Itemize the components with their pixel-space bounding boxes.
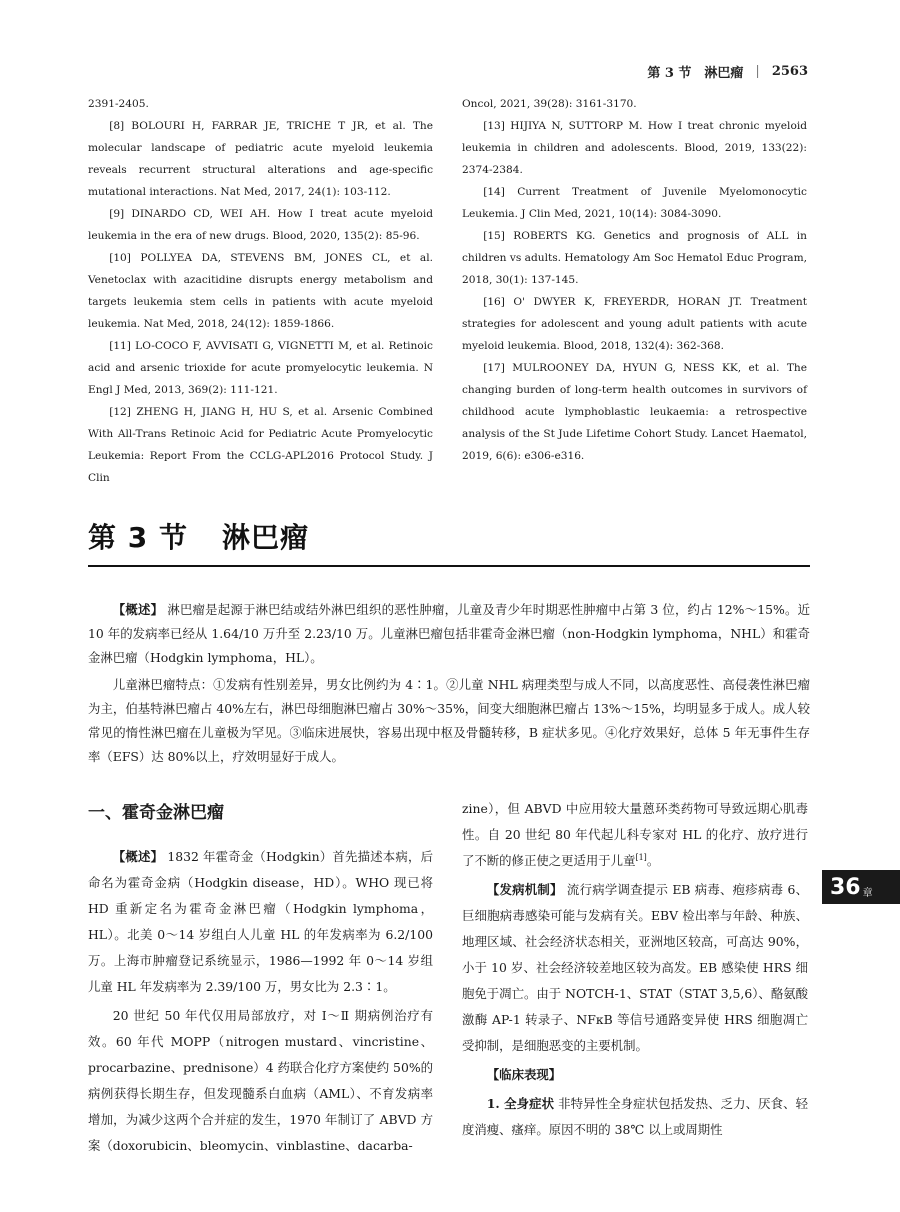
reference-item: [16] O' DWYER K, FREYERDR, HORAN JT. Treatment strategies for adolescent and young adult patients with acute myeloid leukemia. Blood, 2018, 132(4): 362-368.	[462, 296, 807, 352]
reference-item: [9] DINARDO CD, WEI AH. How I treat acute myeloid leukemia in the era of new drugs. Blood, 2020, 135(2): 85-96.	[88, 208, 433, 242]
symptom-text: 非特异性全身症状包括发热、乏力、厌食、轻度消瘦、瘙痒。原因不明的 38℃ 以上或周期性	[462, 1096, 808, 1137]
citation-ref: [1]	[635, 852, 647, 862]
section-summary	[88, 598, 810, 772]
chapter-unit: 章	[862, 887, 873, 899]
chapter-number: 36	[830, 874, 861, 900]
reference-item: [8] BOLOURI H, FARRAR JE, TRICHE T JR, et al. The molecular landscape of pediatric acute myeloid leukemia reveals recurrent structural alterations and age-specific mutational interactions. Nat Med, 2017, 24(1): 103-112.	[88, 120, 433, 198]
history-continued-text: zine），但 ABVD 中应用较大量蒽环类药物可导致远期心肌毒性。自 20 世纪 80 年代起儿科专家对 HL 的化疗、放疗进行了不断的修正使之更适用于儿童	[462, 801, 808, 868]
reference-item: [12] ZHENG H, JIANG H, HU S, et al. Arsenic Combined With All-Trans Retinoic Acid for Pediatric Acute Promyelocytic Leukemia: Report From the CCLG-APL2016 Protocol Study. J Clin	[88, 406, 433, 484]
overview-text: 1832 年霍奇金（Hodgkin）首先描述本病，后命名为霍奇金病（Hodgkin disease，HD）。WHO 现已将 HD 重新定名为霍奇金淋巴瘤（Hodgkin lymphoma，HL）。北美 0～14 岁组白人儿童 HL 的年发病率为 6.2/100 万。上海市肿瘤登记系统显示，1986—1992 年 0～14 岁组儿童 HL 年发病率为 2.39/100 万，男女比为 2.3∶1。	[88, 849, 433, 994]
body-left-column	[88, 800, 433, 1162]
section-name: 淋巴瘤	[221, 521, 309, 554]
section-divider	[88, 565, 810, 567]
page-number: 2563	[771, 64, 808, 79]
running-header	[647, 62, 808, 81]
history-paragraph: 20 世纪 50 年代仅用局部放疗，对 Ⅰ～Ⅱ 期病例治疗有效。60 年代 MOPP（nitrogen mustard、vincristine、procarbazine、prednisone）4 药联合化疗方案使约 50%的病例获得长期生存，但发现髓系白血病（AML）、不育发病率增加，为减少这两个合并症的发生，1970 年制订了 ABVD 方案（doxorubicin、bleomycin、vinblastine、dacarba-	[88, 1008, 433, 1153]
subsection-heading: 一、霍奇金淋巴瘤	[88, 803, 224, 823]
reference-item: [13] HIJIYA N, SUTTORP M. How I treat chronic myeloid leukemia in children and adolescents. Blood, 2019, 133(22): 2374-2384.	[462, 120, 807, 176]
references-right-column	[462, 93, 807, 467]
symptom-paragraph	[462, 1091, 808, 1143]
clinical-lead: 【临床表现】	[486, 1067, 562, 1082]
reference-item: [14] Current Treatment of Juvenile Myelomonocytic Leukemia. J Clin Med, 2021, 10(14): 3084-3090.	[462, 186, 807, 220]
header-section: 第 3 节 淋巴瘤	[647, 66, 744, 81]
mechanism-paragraph	[462, 877, 808, 1059]
section-title	[88, 516, 309, 556]
mechanism-text: 流行病学调查提示 EB 病毒、疱疹病毒 6、巨细胞病毒感染可能与发病有关。EBV 检出率与年龄、种族、地理区域、社会经济状态相关，亚洲地区较高，可高达 90%，小于 10 岁、社会经济较差地区较为高发。EB 感染使 HRS 细胞免于凋亡。由于 NOTCH-1、STAT（STAT 3,5,6）、酪氨酸激酶 AP-1 转录子、NFκB 等信号通路变异使 HRS 细胞凋亡受抑制，是细胞恶变的主要机制。	[462, 882, 808, 1053]
body-right-column	[462, 796, 808, 1146]
symptom-lead: 1. 全身症状	[486, 1096, 555, 1111]
references-left-column	[88, 93, 433, 489]
mechanism-lead: 【发病机制】	[486, 882, 563, 897]
clinical-heading	[462, 1062, 808, 1088]
reference-item: [10] POLLYEA DA, STEVENS BM, JONES CL, et al. Venetoclax with azacitidine disrupts energy metabolism and targets leukemia stem cells in patients with acute myeloid leukemia. Nat Med, 2018, 24(12): 1859-1866.	[88, 252, 433, 330]
section-number: 第 3 节	[88, 521, 188, 554]
reference-item: [11] LO-COCO F, AVVISATI G, VIGNETTI M, et al. Retinoic acid and arsenic trioxide for acute promyelocytic leukemia. N Engl J Med, 2013, 369(2): 111-121.	[88, 340, 433, 396]
overview-paragraph	[88, 844, 433, 1000]
history-end: 。	[646, 853, 660, 868]
reference-item: [15] ROBERTS KG. Genetics and prognosis of ALL in children vs adults. Hematology Am Soc Hematol Educ Program, 2018, 30(1): 137-145.	[462, 230, 807, 286]
overview-lead: 【概述】	[112, 849, 164, 864]
header-separator: |	[755, 64, 760, 79]
summary-paragraph	[88, 598, 810, 670]
chapter-tab	[822, 870, 900, 904]
reference-item: 2391-2405.	[88, 98, 149, 110]
summary-features-paragraph: 儿童淋巴瘤特点：①发病有性别差异，男女比例约为 4∶1。②儿童 NHL 病理类型与成人不同，以高度恶性、高侵袭性淋巴瘤为主，伯基特淋巴瘤占 40%左右，淋巴母细胞淋巴瘤占 30%～35%，间变大细胞淋巴瘤占 13%～15%，均明显多于成人。成人较常见的惰性淋巴瘤在儿童极为罕见。③临床进展快，容易出现中枢及骨髓转移，B 症状多见。④化疗效果好，总体 5 年无事件生存率（EFS）达 80%以上，疗效明显好于成人。	[88, 677, 810, 764]
reference-item: [17] MULROONEY DA, HYUN G, NESS KK, et al. The changing burden of long-term health outcomes in survivors of childhood acute lymphoblastic leukaemia: a retrospective analysis of the St Jude Lifetime Cohort Study. Lancet Haematol, 2019, 6(6): e306-e316.	[462, 362, 807, 462]
summary-text: 淋巴瘤是起源于淋巴结或结外淋巴组织的恶性肿瘤，儿童及青少年时期恶性肿瘤中占第 3 位，约占 12%～15%。近 10 年的发病率已经从 1.64/10 万升至 2.23/10 万。儿童淋巴瘤包括非霍奇金淋巴瘤（non-Hodgkin lymphoma，NHL）和霍奇金淋巴瘤（Hodgkin lymphoma，HL）。	[88, 602, 811, 665]
history-continued	[462, 796, 808, 874]
reference-item: Oncol, 2021, 39(28): 3161-3170.	[462, 98, 637, 110]
summary-lead: 【概述】	[112, 602, 164, 617]
